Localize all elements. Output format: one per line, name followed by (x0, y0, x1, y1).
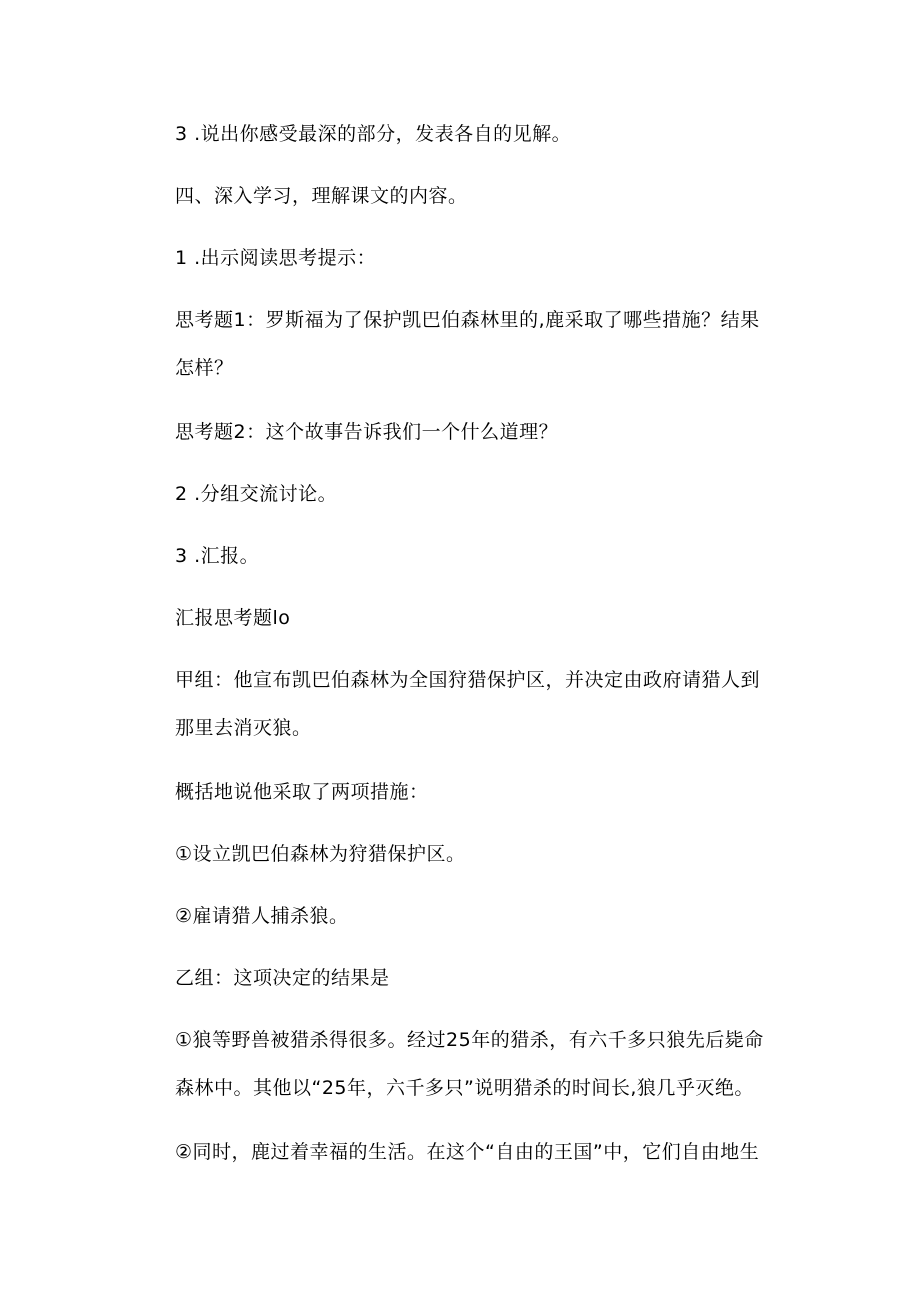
text-line: 概括地说他采取了两项措施： (175, 781, 429, 803)
text-line: 甲组：他宣布凯巴伯森林为全国狩猎保护区，并决定由政府请猎人到 (175, 669, 761, 691)
text-line: 怎样？ (175, 357, 234, 379)
text-line: ②同时，鹿过着幸福的生活。在这个“自由的王国”中，它们自由地生 (175, 1141, 760, 1163)
text-line: 思考题1：罗斯福为了保护凯巴伯森林里的,鹿采取了哪些措施？结果 (175, 309, 760, 331)
text-line: 汇报思考题lo (175, 607, 291, 629)
text-line: ①狼等野兽被猎杀得很多。经过25年的猎杀，有六千多只狼先后毙命 (175, 1029, 764, 1051)
text-line: 2 .分组交流讨论。 (175, 483, 338, 505)
text-line: 思考题2：这个故事告诉我们一个什么道理？ (175, 421, 559, 443)
text-line: 乙组：这项决定的结果是 (175, 967, 390, 989)
text-line: ①设立凯巴伯森林为狩猎保护区。 (175, 843, 466, 865)
text-line: 森林中。其他以“25年，六千多只”说明猎杀的时间长,狼几乎灭绝。 (175, 1077, 754, 1099)
text-line: 四、深入学习，理解课文的内容。 (175, 185, 468, 207)
text-line: 那里去消灭狼。 (175, 717, 312, 739)
text-line: 1 .出示阅读思考提示： (175, 247, 377, 269)
text-line: ②雇请猎人捕杀狼。 (175, 905, 349, 927)
text-line: 3 .说出你感受最深的部分，发表各自的见解。 (175, 123, 572, 145)
text-line: 3 .汇报。 (175, 545, 260, 567)
